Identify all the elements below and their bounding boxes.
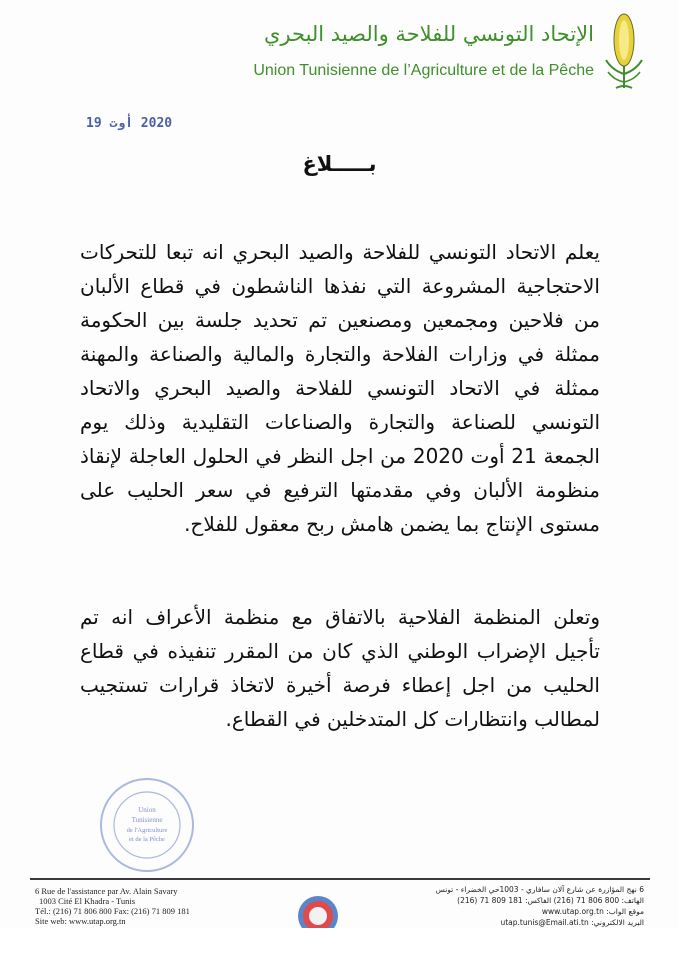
footer-left-address-1: 6 Rue de l'assistance par Av. Alain Savary (35, 886, 178, 896)
footer-address-arabic (436, 884, 644, 928)
footer-left-address-2: 1003 Cité El Khadra - Tunis (39, 896, 136, 906)
footer-right-email-label: البريد الالكتروني: (591, 918, 644, 927)
footer-right-phone: الهاتف: 800 806 71 (216) الفاكس: 181 809 71 (216) (457, 896, 644, 905)
body-paragraph-2: وتعلن المنظمة الفلاحية بالاتفاق مع منظمة الأعراف انه تم تأجيل الإضراب الوطني الذي كان من المقرر تنفيذه في قطاع الحليب من اجل إعطاء فرصة أخيرة لاتخاذ قرارات تستجيب لمطالب وانتظارات كل المتدخلين في القطاع. (80, 605, 600, 731)
footer-left-phone: Tél.: (216) 71 806 800 Fax: (216) 71 809 181 (35, 906, 190, 916)
org-name-arabic: الإتحاد التونسي للفلاحة والصيد البحري (263, 22, 594, 46)
page-bottom-edge (0, 928, 679, 960)
footer-right-email: utap.tunis@Email.ati.tn (500, 918, 589, 927)
footer-left-web: Site web: www.utap.org.tn (35, 916, 126, 926)
stamp-line-4: et de la Pêche (129, 836, 165, 843)
org-name-french: Union Tunisienne de l’Agriculture et de la Pêche (253, 62, 594, 79)
footer-right-web: www.utap.org.tn (541, 907, 604, 916)
footer-right-web-row (436, 906, 644, 917)
date-stamp: 2020 أوت 19 (86, 116, 173, 131)
stamp-line-1: Union (138, 806, 156, 814)
footer-right-web-label: موقع الواب: (606, 907, 644, 916)
footer-divider (30, 878, 650, 880)
document-title: بـــــلاغ (302, 152, 377, 176)
utap-logo-icon (602, 10, 646, 92)
stamp-line-2: Tunisienne (131, 816, 163, 824)
stamp-line-3: de l'Agriculture (126, 827, 168, 834)
footer-right-address: 6 نهج المؤازرة عن شارع آلان سافاري - 1003حي الخضراء - تونس (435, 885, 644, 894)
official-stamp (97, 775, 197, 875)
body-paragraph-1: يعلم الاتحاد التونسي للفلاحة والصيد البحري انه تبعا للتحركات الاحتجاجية المشروعة التي نفذها الناشطون في قطاع الألبان من فلاحين ومجمعين ومصنعين تم تحديد جلسة بين الحكومة ممثلة في وزارات الفلاحة والتجارة والمالية والصناعة والمهنة ممثلة في الاتحاد التونسي للفلاحة والصيد البحري والاتحاد التونسي للصناعة والتجارة والصناعات التقليدية وذلك يوم الجمعة 21 أوت 2020 من اجل النظر في الحلول العاجلة لإنقاذ منظومة الألبان وفي مقدمتها الترفيع في سعر الحليب على مستوى الإنتاج بما يضمن هامش ربح معقول للفلاح. (80, 240, 600, 536)
footer-right-email-row (436, 917, 644, 928)
